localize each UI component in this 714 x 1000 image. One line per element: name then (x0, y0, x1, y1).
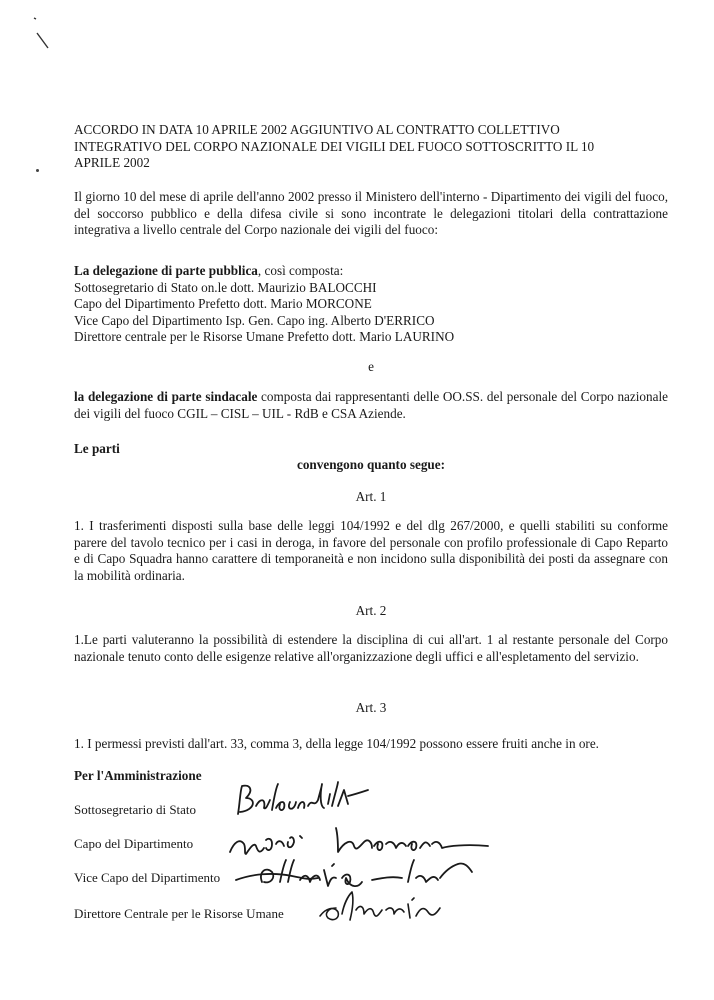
article-title: Art. 3 (355, 700, 387, 715)
delegation-member: Sottosegretario di Stato on.le dott. Maurizio BALOCCHI (74, 279, 377, 295)
signature-laurino (316, 886, 446, 930)
public-delegation-heading-rest: , così composta: (257, 263, 344, 278)
public-delegation (74, 263, 668, 346)
conjunction: e (368, 359, 374, 374)
scan-mark (30, 14, 54, 54)
signatures-heading: Per l'Amministrazione (74, 768, 202, 783)
delegation-member: Direttore centrale per le Risorse Umane Prefetto dott. Mario LAURINO (74, 329, 455, 344)
signature-balocchi (232, 780, 372, 820)
delegation-member: Vice Capo del Dipartimento Isp. Gen. Capo ing. Alberto D'ERRICO (74, 312, 435, 328)
article-title: Art. 1 (355, 489, 387, 504)
signature-label: Vice Capo del Dipartimento (74, 870, 221, 885)
union-delegation-rest: composta dai rappresentanti delle OO.SS. del personale del Corpo nazionale dei vigili del fuoco CGIL – CISL – UIL - RdB e CSA Aziende. (74, 389, 668, 421)
public-delegation-heading-bold: La delegazione di parte pubblica (74, 263, 258, 278)
union-delegation (74, 389, 668, 422)
delegation-member: Capo del Dipartimento Prefetto dott. Mario MORCONE (74, 296, 372, 311)
article-title: Art. 2 (355, 603, 387, 618)
article-text: 1. I trasferimenti disposti sulla base delle leggi 104/1992 e del dlg 267/2000, e quelli stabiliti su conforme parere del tavolo tecnico per i casi in deroga, in favore del personale con profilo professionale di Capo Reparto e di Capo Squadra hanno carattere di temporaneità e non incidono sulla disponibilità dei posti da assegnare con la mobilità ordinaria. (74, 518, 668, 583)
parties-label: Le parti (74, 441, 120, 456)
article-text: 1. I permessi previsti dall'art. 33, comma 3, della legge 104/1992 possono essere fruiti anche in ore. (74, 736, 599, 751)
title-line: ACCORDO IN DATA 10 APRILE 2002 AGGIUNTIVO AL CONTRATTO COLLETTIVO (74, 122, 560, 137)
signature-label: Capo del Dipartimento (74, 836, 194, 851)
margin-dot (36, 169, 39, 172)
signature-label: Direttore Centrale per le Risorse Umane (74, 906, 284, 921)
article-text: 1.Le parti valuteranno la possibilità di estendere la disciplina di cui all'art. 1 al restante personale del Corpo nazionale tenuto conto delle esigenze relative all'organizzazione degli uffici e all'espletamento del servizio. (74, 632, 668, 664)
signature-label: Sottosegretario di Stato (74, 802, 197, 817)
document-title (74, 122, 668, 172)
public-delegation-heading (74, 263, 668, 280)
intro-paragraph: Il giorno 10 del mese di aprile dell'anno 2002 presso il Ministero dell'interno - Dipartimento dei vigili del fuoco, del soccorso pubblico e della difesa civile si sono incontrate le delegazioni titolari della contrattazione integrativa a livello centrale del Corpo nazionale dei vigili del fuoco: (74, 189, 668, 237)
union-delegation-bold: la delegazione di parte sindacale (74, 389, 258, 404)
title-line: INTEGRATIVO DEL CORPO NAZIONALE DEI VIGILI DEL FUOCO SOTTOSCRITTO IL 10 (74, 138, 595, 154)
agree-label: convengono quanto segue: (296, 457, 445, 472)
title-line: APRILE 2002 (74, 155, 150, 170)
